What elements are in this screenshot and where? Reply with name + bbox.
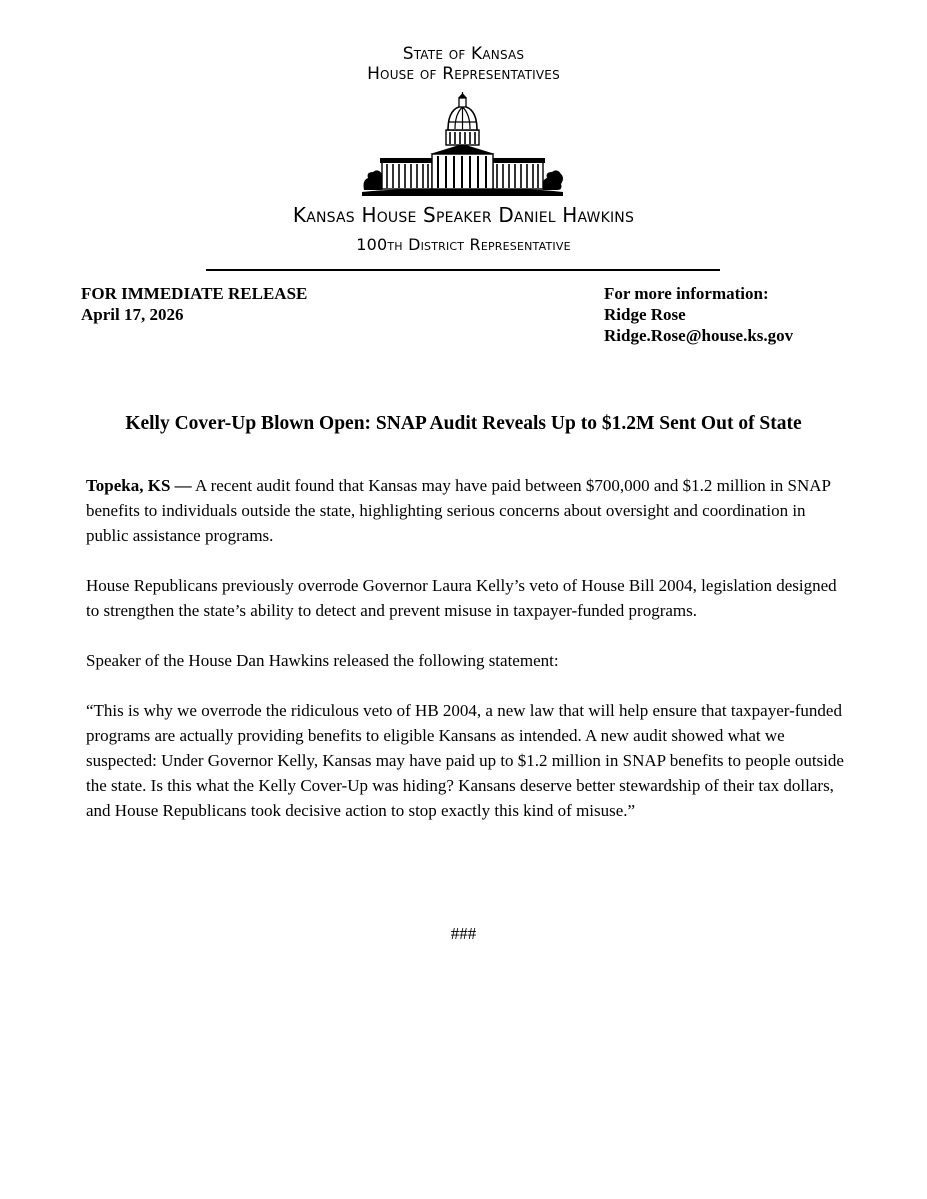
dateline: Topeka, KS — bbox=[86, 476, 192, 495]
contact-email: Ridge.Rose@house.ks.gov bbox=[604, 326, 794, 345]
speaker-quote: “This is why we overrode the ridiculous veto of HB 2004, a new law that will help ensure that taxpayer-funded programs are actually providing benefits to eligible Kansans as intended. A new audit showed what we suspected: Under Governor Kelly, Kansas may have paid up to $1.2 million in SNAP benefits to people outside the state. Is this what the Kelly Cover-Up was hiding? Kansans deserve better stewardship of their tax dollars, and House Republicans took decisive action to stop exactly this kind of misuse.” bbox=[86, 701, 844, 820]
contact-label: For more information: bbox=[604, 284, 769, 303]
paragraph-2: House Republicans previously overrode Governor Laura Kelly’s veto of House Bill 2004, legislation designed to strengthen the state’s ability to detect and prevent misuse in taxpayer-funded programs. bbox=[86, 576, 837, 620]
paragraph-1 bbox=[86, 473, 846, 548]
end-mark: ### bbox=[450, 924, 477, 943]
headline: Kelly Cover-Up Blown Open: SNAP Audit Reveals Up to $1.2M Sent Out of State bbox=[125, 413, 802, 434]
contact-info bbox=[604, 283, 793, 346]
capitol-building-icon bbox=[360, 92, 565, 198]
paragraph-3: Speaker of the House Dan Hawkins released the following statement: bbox=[86, 651, 559, 670]
chamber-name: House of Representatives bbox=[367, 64, 560, 84]
paragraph-1-text: A recent audit found that Kansas may have paid between $700,000 and $1.2 million in SNAP benefits to individuals outside the state, highlighting serious concerns about oversight and coordination in public assistance programs. bbox=[86, 476, 831, 545]
contact-name: Ridge Rose bbox=[604, 305, 686, 324]
press-release-body bbox=[86, 473, 846, 823]
release-label: FOR IMMEDIATE RELEASE bbox=[81, 284, 308, 303]
release-info bbox=[81, 283, 307, 325]
release-date: April 17, 2026 bbox=[81, 305, 184, 324]
district-name: 100th District Representative bbox=[356, 235, 571, 254]
header-divider bbox=[206, 269, 720, 271]
speaker-name: Kansas House Speaker Daniel Hawkins bbox=[292, 203, 635, 227]
state-name: State of Kansas bbox=[402, 44, 525, 64]
